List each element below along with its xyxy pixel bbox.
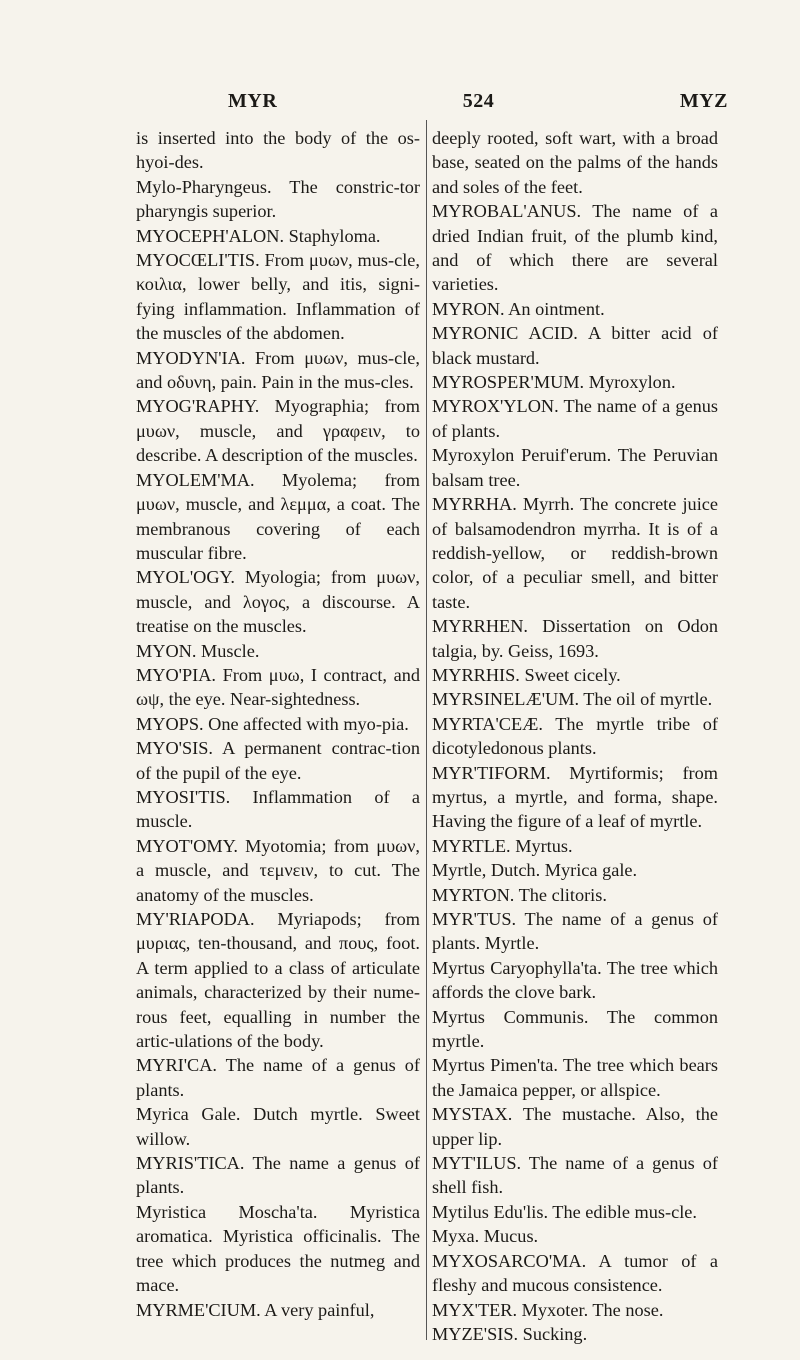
entry: MYXOSARCO'MA. A tumor of a fleshy and mucous consistence.	[432, 1250, 718, 1296]
entry: MYRME'CIUM. A very painful,	[136, 1299, 375, 1320]
entry: MYOG'RAPHY. Myographia; from μυων, muscle, and γραφειν, to describe. A description of the muscles.	[136, 396, 420, 466]
entry: MY'RIAPODA. Myriapods; from μυριας, ten-thousand, and πους, foot. A term applied to a class of articulate animals, characterized by their nume-rous feet, equalling in number the artic-ulations of the body.	[136, 909, 420, 1052]
entry: MYOL'OGY. Myologia; from μυων, muscle, and λογος, a discourse. A treatise on the muscles.	[136, 567, 420, 637]
entry: Myrtus Communis. The common myrtle.	[432, 1006, 718, 1052]
entry: deeply rooted, soft wart, with a broad base, seated on the palms of the hands and soles of the feet.	[432, 128, 718, 197]
entry: MYRRHA. Myrrh. The concrete juice of balsamodendron myrrha. It is of a reddish-yellow, or reddish-brown color, of a peculiar smell, and bitter taste.	[432, 494, 718, 612]
entry: MYT'ILUS. The name of a genus of shell fish.	[432, 1153, 718, 1198]
header-right-guide-word: MYZ	[679, 90, 728, 112]
left-column	[136, 126, 420, 1322]
entry: MYOPS. One affected with myo-pia.	[136, 713, 409, 734]
entry: MYOT'OMY. Myotomia; from μυων, a muscle, and τεμνειν, to cut. The anatomy of the muscles.	[136, 835, 420, 905]
entry: MYOCEPH'ALON. Staphyloma.	[136, 225, 381, 246]
entry: Myroxylon Peruif'erum. The Peruvian balsam tree.	[432, 445, 718, 490]
entry: MYRON. An ointment.	[432, 298, 605, 319]
entry: Myrica Gale. Dutch myrtle. Sweet willow.	[136, 1104, 420, 1149]
entry: MYO'PIA. From μυω, I contract, and ωψ, the eye. Near-sightedness.	[136, 664, 420, 710]
entry: MYODYN'IA. From μυων, mus-cle, and οδυνη, pain. Pain in the mus-cles.	[136, 347, 420, 393]
entry: Mytilus Edu'lis. The edible mus-cle.	[432, 1201, 697, 1222]
entry: MYR'TUS. The name of a genus of plants. Myrtle.	[432, 909, 718, 954]
entry: MYROX'YLON. The name of a genus of plants.	[432, 396, 718, 441]
entry: MYRONIC ACID. A bitter acid of black mustard.	[432, 323, 718, 368]
page-header	[228, 90, 728, 114]
entry: MYRTON. The clitoris.	[432, 884, 607, 905]
entry: Myxa. Mucus.	[432, 1226, 539, 1247]
right-column	[432, 126, 718, 1346]
entry: MYRTA'CEÆ. The myrtle tribe of dicotyledonous plants.	[432, 713, 718, 759]
entry: MYRSINELÆ'UM. The oil of myrtle.	[432, 689, 713, 710]
entry: MYRI'CA. The name of a genus of plants.	[136, 1055, 420, 1100]
entry: MYON. Muscle.	[136, 640, 260, 661]
entry: Myrtus Caryophylla'ta. The tree which affords the clove bark.	[432, 957, 718, 1003]
entry: Myrtus Pimen'ta. The tree which bears the Jamaica pepper, or allspice.	[432, 1055, 718, 1100]
entry: MYR'TIFORM. Myrtiformis; from myrtus, a myrtle, and forma, shape. Having the figure of a leaf of myrtle.	[432, 762, 718, 832]
entry: MYX'TER. Myxoter. The nose.	[432, 1299, 664, 1320]
entry: MYROSPER'MUM. Myroxylon.	[432, 372, 676, 393]
entry: MYRRHEN. Dissertation on Odon talgia, by. Geiss, 1693.	[432, 616, 718, 661]
entry: MYOCŒLI'TIS. From μυων, mus-cle, κοιλια, lower belly, and itis, signi-fying inflammation. Inflammation of the muscles of the abdomen.	[136, 250, 420, 344]
column-divider	[426, 120, 427, 1340]
header-left-guide-word: MYR	[228, 90, 278, 112]
entry: MYO'SIS. A permanent contrac-tion of the pupil of the eye.	[136, 738, 420, 783]
page-number: 524	[462, 90, 495, 112]
entry: Myrtle, Dutch. Myrica gale.	[432, 860, 638, 881]
entry: MYRRHIS. Sweet cicely.	[432, 664, 621, 685]
entry: is inserted into the body of the os-hyoi-des.	[136, 128, 420, 173]
entry: MYOLEM'MA. Myolema; from μυων, muscle, and λεμμα, a coat. The membranous covering of each muscular fibre.	[136, 469, 420, 563]
entry: MYROBAL'ANUS. The name of a dried Indian fruit, of the plumb kind, and of which there are several varieties.	[432, 201, 718, 295]
entry: Myristica Moscha'ta. Myristica aromatica. Myristica officinalis. The tree which produces the nutmeg and mace.	[136, 1201, 420, 1296]
entry: MYSTAX. The mustache. Also, the upper lip.	[432, 1104, 718, 1149]
entry: MYOSI'TIS. Inflammation of a muscle.	[136, 786, 420, 832]
entry: MYRTLE. Myrtus.	[432, 835, 573, 856]
entry: MYRIS'TICA. The name a genus of plants.	[136, 1153, 420, 1198]
entry: Mylo-Pharyngeus. The constric-tor pharyngis superior.	[136, 176, 420, 222]
entry: MYZE'SIS. Sucking.	[432, 1323, 588, 1344]
